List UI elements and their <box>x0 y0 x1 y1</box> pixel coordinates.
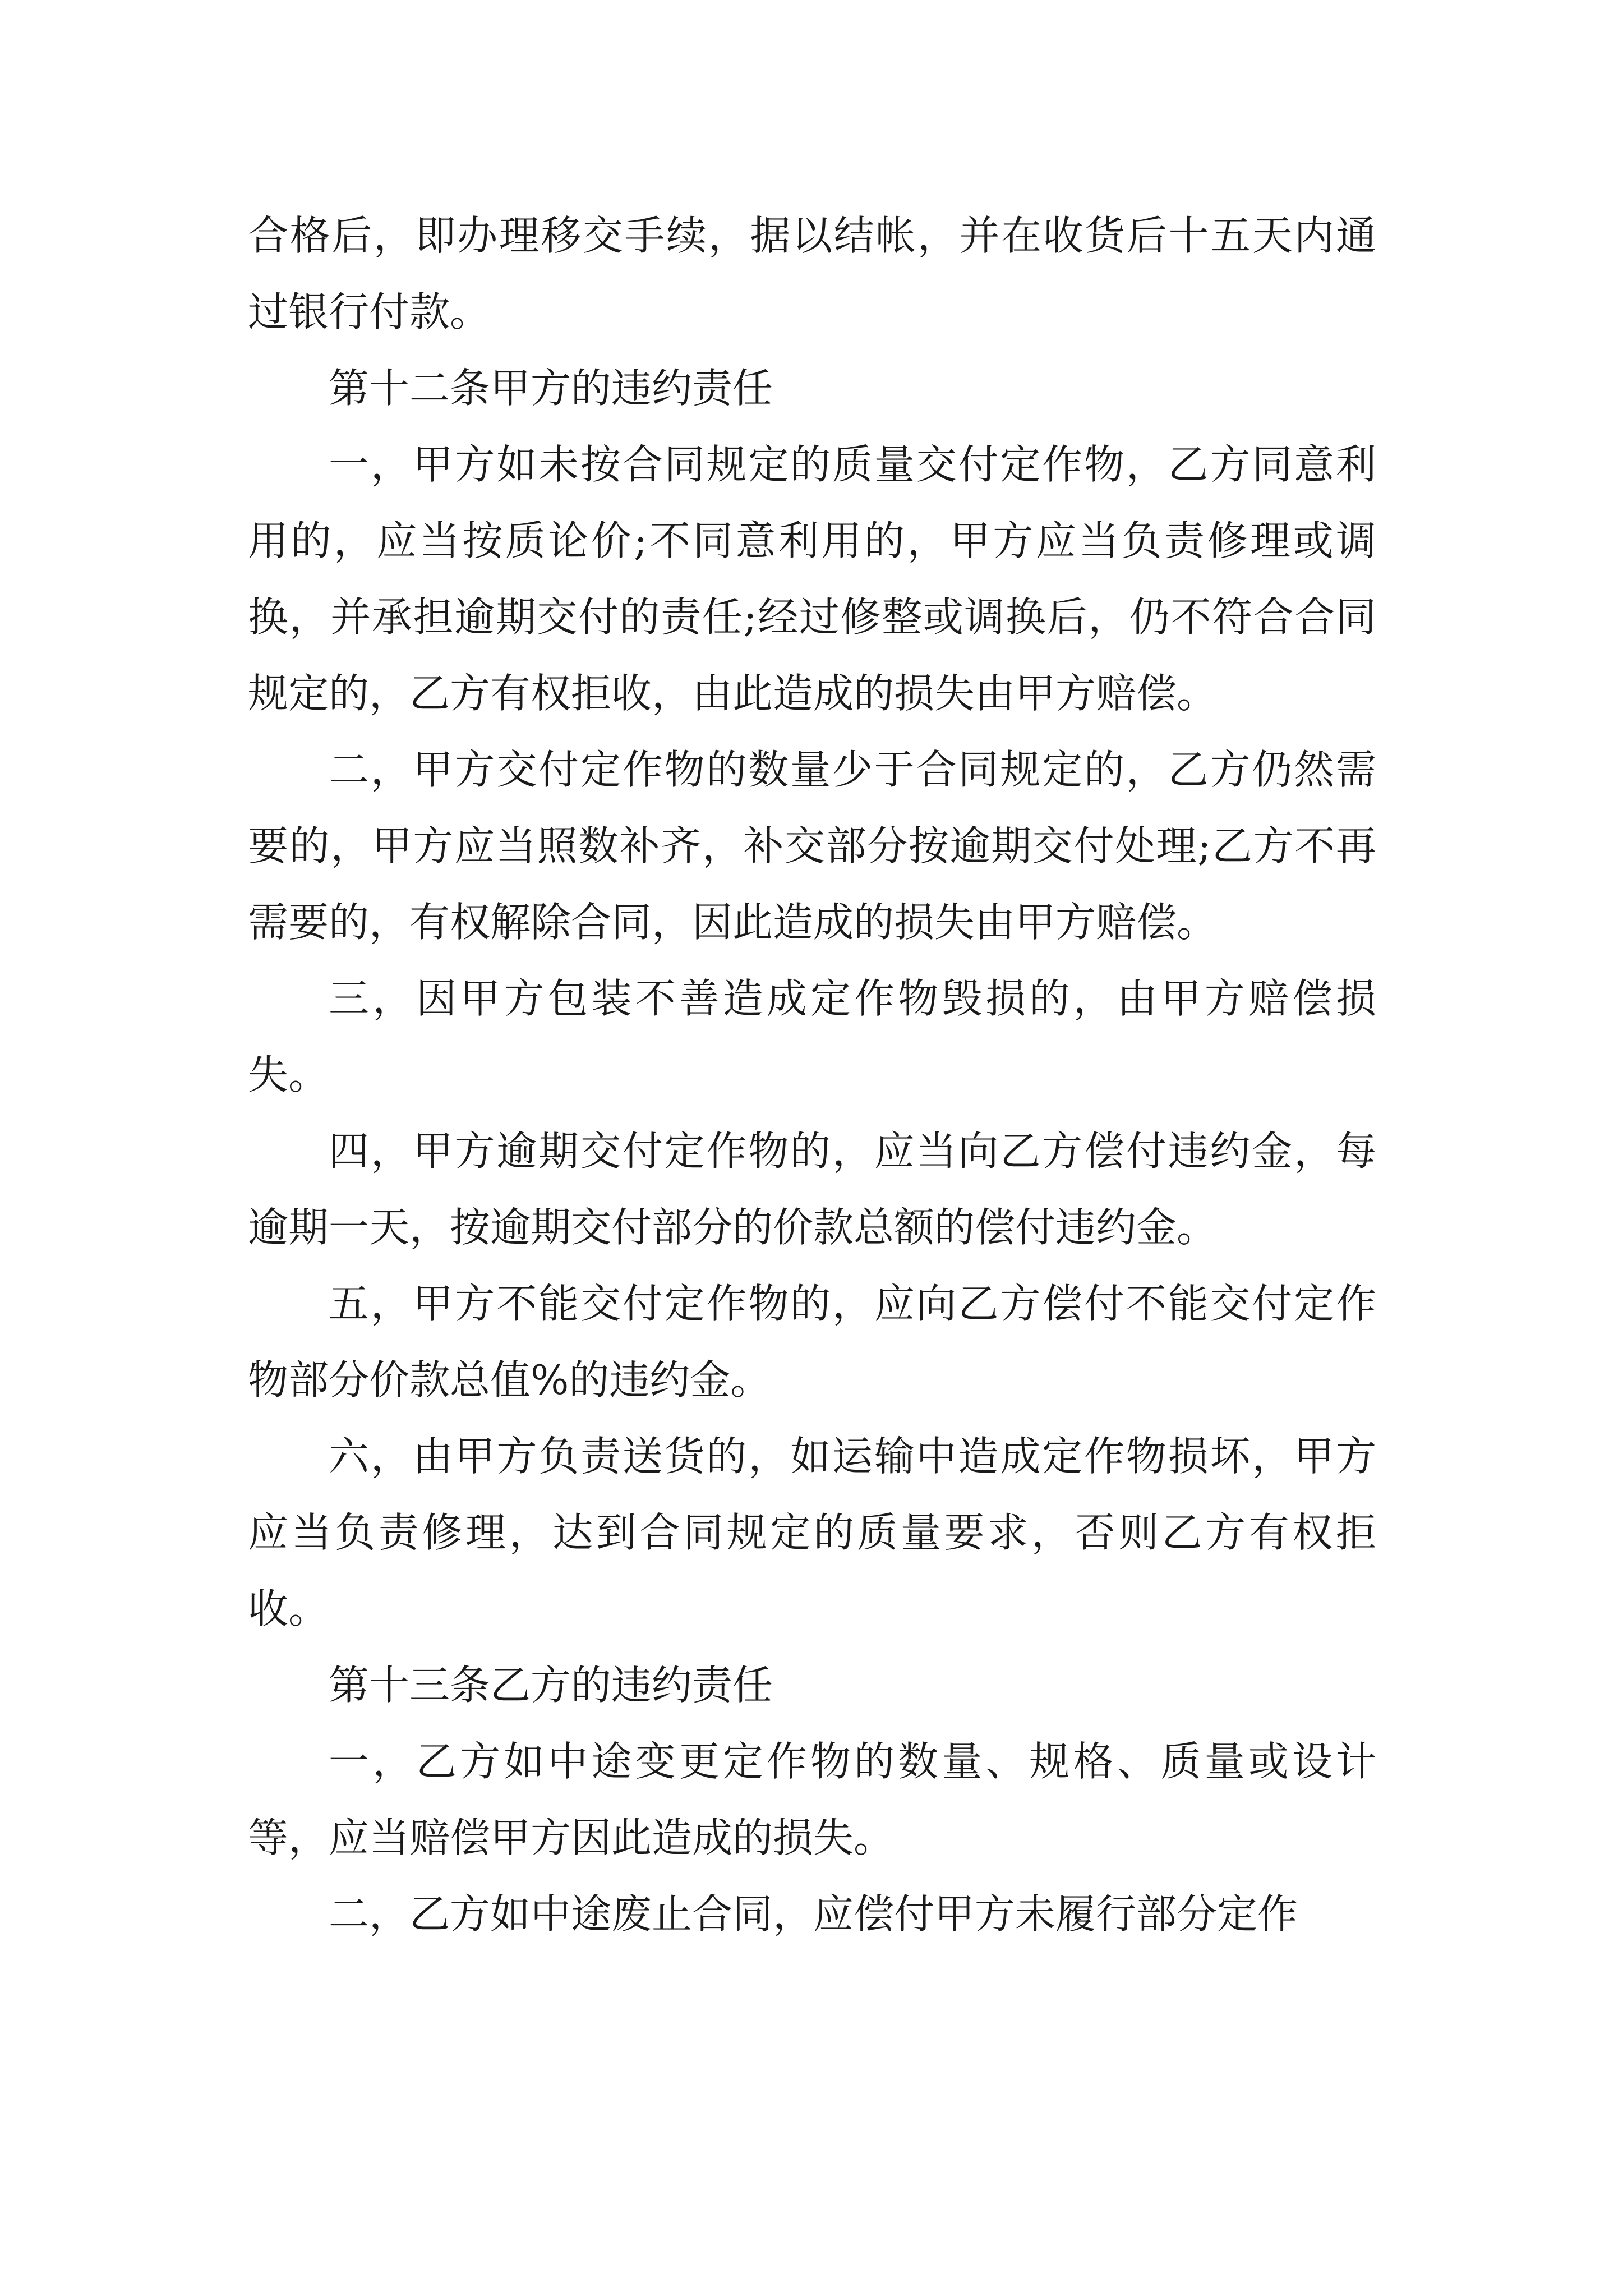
article-12-clause-4: 四，甲方逾期交付定作物的，应当向乙方偿付违约金，每逾期一天，按逾期交付部分的价款总额的偿付违约金。 <box>248 1128 1376 1251</box>
paragraph-continuation: 合格后，即办理移交手续，据以结帐，并在收货后十五天内通过银行付款。 <box>248 212 1376 335</box>
article-12-heading: 第十二条甲方的违约责任 <box>329 365 773 412</box>
article-12-clause-6: 六，由甲方负责送货的，如运输中造成定作物损坏，甲方应当负责修理，达到合同规定的质量要求，否则乙方有权拒收。 <box>248 1433 1376 1632</box>
article-12-clause-2: 二，甲方交付定作物的数量少于合同规定的，乙方仍然需要的，甲方应当照数补齐，补交部分按逾期交付处理;乙方不再需要的，有权解除合同，因此造成的损失由甲方赔偿。 <box>248 746 1376 946</box>
article-12-clause-1: 一，甲方如未按合同规定的质量交付定作物，乙方同意利用的，应当按质论价;不同意利用的，甲方应当负责修理或调换，并承担逾期交付的责任;经过修整或调换后，仍不符合合同规定的，乙方有权拒收，由此造成的损失由甲方赔偿。 <box>248 441 1376 717</box>
article-12-clause-3: 三，因甲方包装不善造成定作物毁损的，由甲方赔偿损失。 <box>248 975 1376 1098</box>
article-13-clause-1: 一，乙方如中途变更定作物的数量、规格、质量或设计等，应当赔偿甲方因此造成的损失。 <box>248 1738 1376 1861</box>
article-13-clause-2: 二，乙方如中途废止合同，应偿付甲方未履行部分定作 <box>329 1890 1298 1938</box>
document-body <box>248 197 1376 1952</box>
article-12-clause-5: 五，甲方不能交付定作物的，应向乙方偿付不能交付定作物部分价款总值%的违约金。 <box>248 1280 1376 1404</box>
article-13-heading: 第十三条乙方的违约责任 <box>329 1662 773 1709</box>
